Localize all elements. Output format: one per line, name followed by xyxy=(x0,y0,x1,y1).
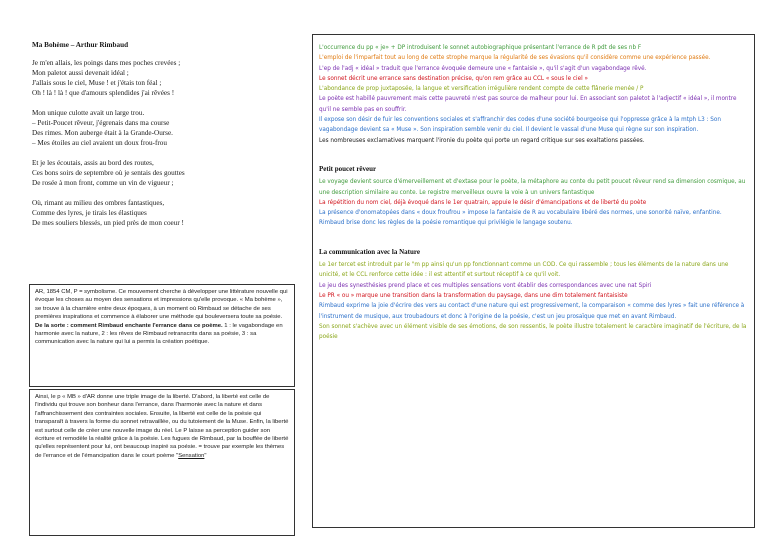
analysis-note: Le jeu des synesthésies prend place et ces multiples sensations vont établir des correspondances avec une nat Spiri xyxy=(319,282,652,289)
analysis-note: Il expose son désir de fuir les conventions sociales et s'affranchir des codes d'une société bourgeoise qui l'oppresse grâce à la mtph L3 : Son vagabondage devient sa « Muse ». Son inspiration semble venir du ciel. Il devient le vassal d'une Muse qui règne sur son inspiration. xyxy=(319,117,721,134)
notes-group-nature xyxy=(319,260,748,342)
poem-stanza xyxy=(32,58,284,98)
poem-stanza xyxy=(32,158,284,188)
poem-panel xyxy=(32,40,284,238)
introduction-box xyxy=(29,284,295,387)
analysis-note: Le sonnet décrit une errance sans destination précise, qu'on rem grâce au CCL « sous le ciel » xyxy=(319,75,588,82)
analysis-note: La répétition du nom ciel, déjà évoqué dans le 1er quatrain, appuie le désir d'émancipations et de liberté du poète xyxy=(319,199,647,206)
notes-group-intro xyxy=(319,43,748,146)
poem-line: – Petit-Poucet rêveur, j'égrenais dans ma course xyxy=(32,119,170,127)
section-title-petit-poucet: Petit poucet rêveur xyxy=(319,164,377,173)
analysis-note: L'ep de l'adj « idéal » traduit que l'errance évoquée demeure une « fantaisie », qu'il s'agit d'un vagabondage rêvé. xyxy=(319,65,647,72)
notes-group-petit-poucet xyxy=(319,177,748,228)
analysis-note: La présence d'onomatopées dans « doux froufrou » impose la fantaisie de R au vocabulaire libéré des normes, une sonorité naïve, enfantine. Rimbaud brise donc les règles de la poésie romantique qui privilégie le langage soutenu. xyxy=(319,210,722,227)
intro-problematic: De la sorte : comment Rimbaud enchante l'errance dans ce poème. xyxy=(35,322,223,329)
analysis-note: Le 1er tercet est introduit par le "m pp ainsi qu'un pp fonctionnant comme un COD. Ce qui rassemble ; tous les éléments de la nature dans une unicité, et le CCL renforce cette idée : il est attentif et surtout réceptif à ce qu'il voit. xyxy=(319,262,729,279)
analysis-note: Le PR « ou » marque une transition dans la transformation du paysage, dans une dim totalement fantaisiste xyxy=(319,292,628,299)
poem-stanza xyxy=(32,108,284,148)
section-title-nature: La communication avec la Nature xyxy=(319,247,420,256)
analysis-notes-panel xyxy=(312,34,755,528)
poem-line: – Mes étoiles au ciel avaient un doux frou-frou xyxy=(32,139,167,147)
analysis-note: L'occurrence du pp « je» + DP introduisent le sonnet autobiographique présentant l'errance de R pdt de ses nb F xyxy=(319,45,642,51)
poem-line: Comme des lyres, je tirais les élastiques xyxy=(32,209,147,217)
intro-text: AR, 1854 CM, P = symbolisme. Ce mouvement cherche à développer une littérature nouvelle qui évoque les choses au moyen des sensations et impressions qu'elle provoque. « Ma bohème », se trouve à la charnière entre deux époques, à un moment où Rimbaud se détache de ses premières inspirations et commence à élaborer une méthode qui bouleversera toute sa poésie. xyxy=(35,289,288,321)
sensation-link[interactable]: Sensation xyxy=(178,452,205,459)
poem-line: De mes souliers blessés, un pied près de mon coeur ! xyxy=(32,219,184,227)
analysis-note: Son sonnet s'achève avec un élément visible de ses émotions, de son ressentis, le poète illustre totalement le caractère imaginatif de l'écriture, de la poésie xyxy=(319,323,747,341)
poem-title: Ma Bohème – Arthur Rimbaud xyxy=(32,41,129,49)
poem-line: Et je les écoutais, assis au bord des routes, xyxy=(32,159,154,167)
analysis-note: Les nombreuses exclamatives marquent l'ironie du poète qui porte un regard critique sur ses exaltations passées. xyxy=(319,137,645,144)
poem-line: Je m'en allais, les poings dans mes poches crevées ; xyxy=(32,59,181,67)
analysis-note: L'abondance de prop juxtaposée, la langue et versification irrégulière rendent compte de cette flânerie menée / P xyxy=(319,86,644,93)
poem-line: J'allais sous le ciel, Muse ! et j'étais ton féal ; xyxy=(32,79,162,87)
conclusion-end: " xyxy=(204,452,207,459)
poem-line: De rosée à mon front, comme un vin de vigueur ; xyxy=(32,179,174,187)
poem-line: Mon unique culotte avait un large trou. xyxy=(32,109,145,117)
analysis-note: L'emploi de l'imparfait tout au long de cette strophe marque la régularité de ses évasions qu'il considère comme une expérience passée. xyxy=(319,55,711,62)
analysis-note: Le voyage devient source d'émerveillement et d'extase pour le poète, la métaphore au conte du petit poucet rêveur rend sa dimension cosmique, au une description similaire au conte. Le registre merveilleux ouvre la voie à un univers fantastique xyxy=(319,179,746,196)
poem-line: Oh ! là ! là ! que d'amours splendides j'ai rêvées ! xyxy=(32,89,175,97)
conclusion-box xyxy=(29,389,295,536)
poem-line: Des rimes. Mon auberge était à la Grande-Ourse. xyxy=(32,129,173,137)
intro-plan: 1 : le vagabondage en harmonie avec la nature, 2 : les rêves de Rimbaud retranscrits dans sa poésie, 3 : sa communication avec la nature qui lui a permis la création poétique. xyxy=(35,322,283,346)
analysis-note: Rimbaud exprime la joie d'écrire des vers au contact d'une nature qui est progressivement, la comparaison « comme des lyres » fait une référence à l'instrument de musique, aux troubadours et donc à l'origine de la poésie, c'est un jeu prosaïque que met en avant Rimbaud. xyxy=(319,303,745,320)
conclusion-text: Ainsi, le p « MB » d'AR donne une triple image de la liberté. D'abord, la liberté est celle de l'individu qui trouve son bonheur dans l'errance, dans l'harmonie avec la nature et dans l'affranchissement des contraintes sociales. Ensuite, la liberté est celle de la poésie qui transparaît à travers la forme du sonnet retravaillée, ou du tutoiement de la Muse. Enfin, la liberté est surtout celle de créer une nouvelle image du réel. Le P laisse sa perception guider son écriture et remodèle la réalité grâce à la poésie. Les fugues de Rimbaud, par la bouffée de liberté qu'elles représentent pour lui, ont beaucoup inspiré sa poésie. = trouve par exemple les thèmes de l'errance et de l'émancipation dans le court poème " xyxy=(35,394,289,459)
poem-line: Ces bons soirs de septembre où je sentais des gouttes xyxy=(32,169,185,177)
poem-stanzas xyxy=(32,58,284,228)
poem-line: Où, rimant au milieu des ombres fantastiques, xyxy=(32,199,165,207)
poem-line: Mon paletot aussi devenait idéal ; xyxy=(32,69,129,77)
analysis-note: Le poète est habillé pauvrement mais cette pauvreté n'est pas source de malheur pour lui. En associant son paletot à l'adjectif « idéal », il montre qu'il ne semble pas en souffrir. xyxy=(319,96,737,113)
poem-stanza xyxy=(32,198,284,228)
